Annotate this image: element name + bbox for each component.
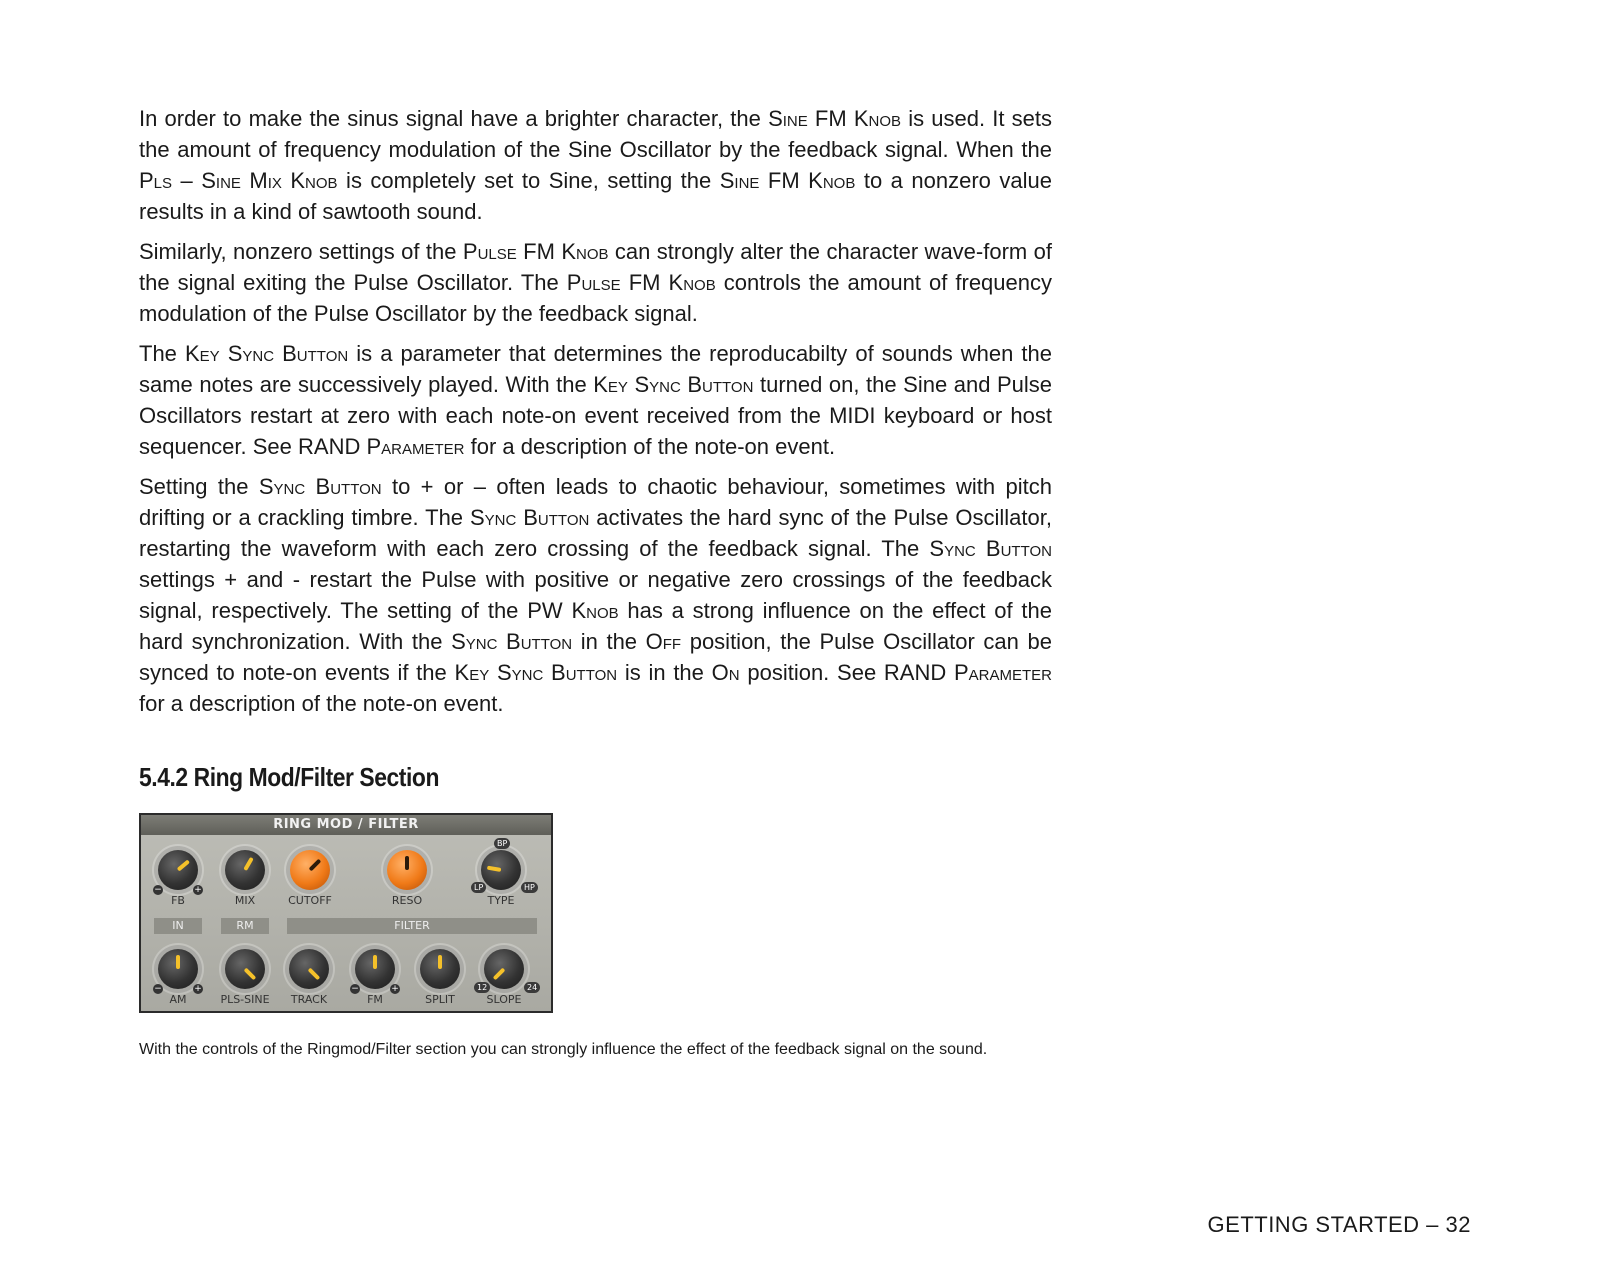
slope-knob[interactable]: [484, 949, 524, 989]
section-heading: 5.4.2 Ring Mod/Filter Section: [139, 762, 439, 792]
split-label: SPLIT: [425, 993, 455, 1006]
mix-knob[interactable]: [225, 850, 265, 890]
knob-indicator: [438, 955, 442, 969]
fb-label: FB: [171, 894, 185, 907]
paragraph-sync-button: Setting the Sync Button to + or – often leads to chaotic behaviour, sometimes with pitch drifting or a crackling timbre. The Sync Button activates the hard sync of the Pulse Oscillator, restarting the waveform with each zero crossing of the feedback signal. The Sync Button settings + and - restart the Pulse with positive or negative zero crossings of the feedback signal, respectively. The setting of the PW Knob has a strong influence on the effect of the hard synchronization. With the Sync Button in the Off position, the Pulse Oscillator can be synced to note-on events if the Key Sync Button is in the On position. See RAND Parameter for a description of the note-on event.: [139, 474, 1053, 716]
am-knob[interactable]: [158, 949, 198, 989]
term-pulse-fm-knob: Pulse FM Knob: [462, 239, 609, 264]
term-sine-fm-knob: Sine FM Knob: [768, 106, 902, 131]
mix-label: MIX: [234, 894, 256, 907]
term-sync-button: Sync Button: [469, 505, 590, 530]
knob-indicator: [244, 968, 257, 981]
knob-indicator: [243, 857, 253, 871]
am-minus-icon: −: [154, 984, 162, 994]
term-key-sync-button: Key Sync Button: [184, 341, 349, 366]
ring-mod-filter-panel: [139, 813, 553, 1013]
track-knob[interactable]: [289, 949, 329, 989]
cutoff-label: CUTOFF: [288, 894, 332, 907]
rm-section-bar: RM: [221, 918, 269, 934]
term-parameter: Parameter: [954, 660, 1053, 685]
term-knob: Knob: [571, 598, 619, 623]
knob-indicator: [308, 968, 321, 981]
cutoff-knob[interactable]: [290, 850, 330, 890]
knob-indicator: [373, 955, 377, 969]
paragraph-sine-fm: In order to make the sinus signal have a brighter character, the Sine FM Knob is used. It sets the amount of frequency modulation of the Sine Oscillator by the feedback signal. When the Pls – Sine Mix Knob is completely set to Sine, setting the Sine FM Knob to a nonzero value results in a kind of sawtooth sound.: [139, 106, 1052, 224]
knob-indicator: [177, 859, 190, 871]
body-text: [139, 103, 1052, 728]
term-on: On: [711, 660, 740, 685]
reso-knob[interactable]: [387, 850, 427, 890]
term-pulse-fm-knob: Pulse FM Knob: [566, 270, 716, 295]
page-footer: GETTING STARTED – 32: [1207, 1212, 1471, 1237]
term-parameter: Parameter: [366, 434, 465, 459]
split-knob[interactable]: [420, 949, 460, 989]
term-sync-button: Sync Button: [929, 536, 1052, 561]
am-plus-icon: +: [194, 984, 202, 994]
fb-plus-icon: +: [194, 885, 202, 895]
knob-indicator: [176, 955, 180, 969]
term-key-sync-button: Key Sync Button: [593, 372, 754, 397]
reso-label: RESO: [391, 894, 423, 907]
filter-section-bar: FILTER: [287, 918, 537, 934]
type-bp-tag: BP: [494, 838, 510, 849]
knob-indicator: [405, 856, 409, 870]
track-label: TRACK: [290, 993, 328, 1006]
slope-12-tag: 12: [474, 982, 490, 993]
fm-knob[interactable]: [355, 949, 395, 989]
fm-plus-icon: +: [391, 984, 399, 994]
knob-indicator: [487, 866, 501, 872]
fb-minus-icon: −: [154, 885, 162, 895]
type-hp-tag: HP: [521, 882, 538, 893]
paragraph-key-sync: The Key Sync Button is a parameter that determines the reproducabilty of sounds when the same notes are successively played. With the Key Sync Button turned on, the Sine and Pulse Oscillators restart at zero with each note-on event received from the MIDI keyboard or host sequencer. See RAND Parameter for a description of the note-on event.: [139, 341, 1053, 459]
term-pls-sine-mix-knob: Pls – Sine Mix Knob: [139, 168, 338, 193]
in-section-bar: IN: [154, 918, 202, 934]
type-lp-tag: LP: [471, 882, 486, 893]
term-sine-fm-knob: Sine FM Knob: [719, 168, 856, 193]
am-label: AM: [169, 993, 187, 1006]
knob-indicator: [493, 968, 506, 981]
knob-indicator: [309, 859, 322, 872]
fb-knob[interactable]: [158, 850, 198, 890]
slope-24-tag: 24: [524, 982, 540, 993]
fm-minus-icon: −: [351, 984, 359, 994]
term-off: Off: [645, 629, 682, 654]
paragraph-pulse-fm: Similarly, nonzero settings of the Pulse FM Knob can strongly alter the character wave-form of the signal exiting the Pulse Oscillator. The Pulse FM Knob controls the amount of frequency modulation of the Pulse Oscillator by the feedback signal.: [139, 239, 1052, 326]
panel-title: RING MOD / FILTER: [141, 815, 551, 835]
pls-sine-label: PLS-SINE: [220, 993, 270, 1006]
fm-label: FM: [367, 993, 383, 1006]
type-knob[interactable]: [481, 850, 521, 890]
type-label: TYPE: [487, 894, 515, 907]
term-sync-button: Sync Button: [451, 629, 573, 654]
term-sync-button: Sync Button: [258, 474, 382, 499]
figure-caption: With the controls of the Ringmod/Filter section you can strongly influence the effect of the feedback signal on the sound.: [139, 1041, 988, 1058]
pls-sine-knob[interactable]: [225, 949, 265, 989]
term-key-sync-button: Key Sync Button: [454, 660, 618, 685]
slope-label: SLOPE: [486, 993, 522, 1006]
